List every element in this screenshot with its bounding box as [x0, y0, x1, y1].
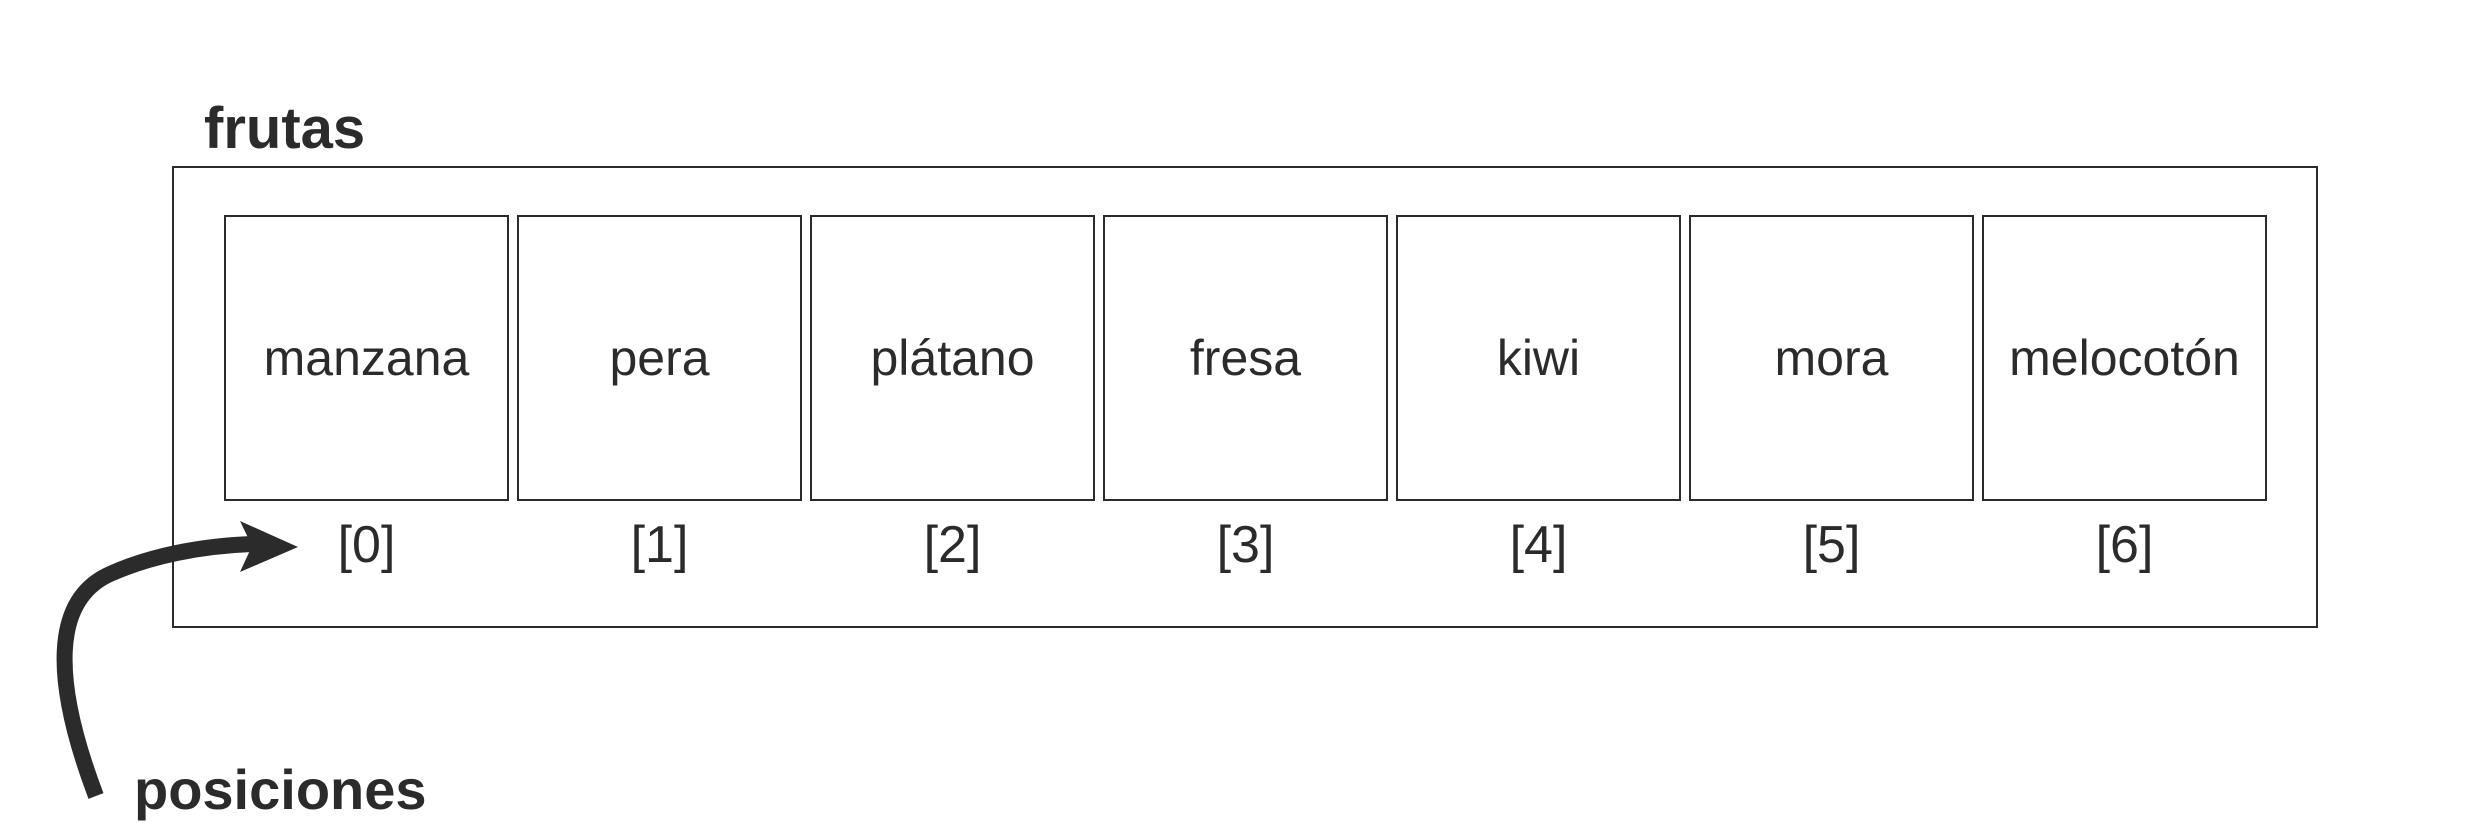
array-cell-0: manzana — [224, 215, 509, 501]
index-label-0: [0] — [337, 516, 396, 574]
index-label-3: [3] — [1216, 516, 1275, 574]
array-cell-1: pera — [517, 215, 802, 501]
array-title: frutas — [204, 96, 366, 161]
array-cell-2: plátano — [810, 215, 1095, 501]
array-cell-6: melocotón — [1982, 215, 2267, 501]
array-cell-3: fresa — [1103, 215, 1388, 501]
index-label-6: [6] — [2095, 516, 2154, 574]
index-label-4: [4] — [1509, 516, 1568, 574]
index-label-2: [2] — [923, 516, 982, 574]
index-label-1: [1] — [630, 516, 689, 574]
array-cell-5: mora — [1689, 215, 1974, 501]
index-label-5: [5] — [1802, 516, 1861, 574]
positions-label: posiciones — [134, 758, 427, 821]
array-cell-4: kiwi — [1396, 215, 1681, 501]
